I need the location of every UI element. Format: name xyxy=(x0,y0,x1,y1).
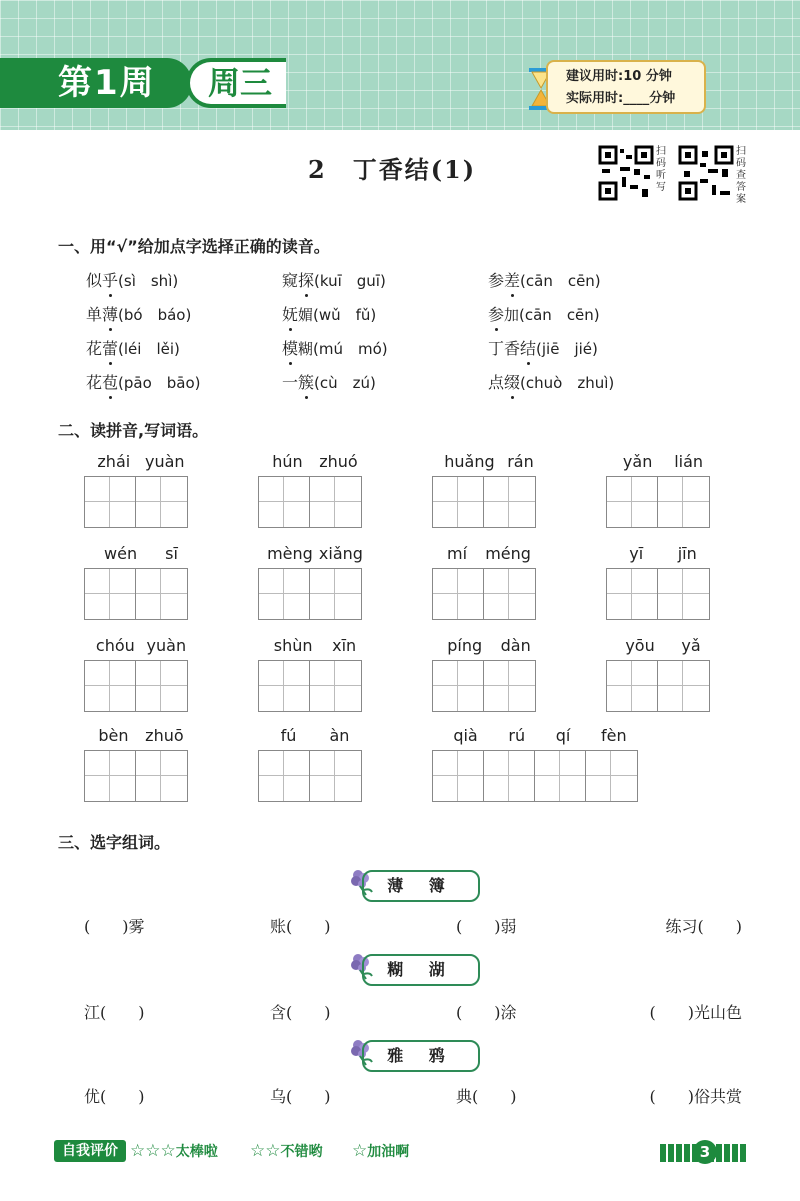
reading-item[interactable] xyxy=(282,336,388,359)
pinyin-syllable: zhuó xyxy=(319,452,358,471)
item-text: 窥 xyxy=(282,271,299,290)
writing-grid[interactable] xyxy=(432,476,536,528)
section3-heading: 三、选字组词。 xyxy=(58,833,171,852)
pinyin-syllable: hún xyxy=(272,452,303,471)
section1-heading: 一、用“√”给加点字选择正确的读音。 xyxy=(58,237,330,256)
char-choice-tag: 雅 鸦 xyxy=(362,1040,480,1072)
fill-blank[interactable]: 账( ) xyxy=(270,917,331,936)
pinyin-syllable: yǎn xyxy=(622,452,653,471)
item-text: 媚(wǔ fǔ) xyxy=(298,306,377,324)
qr-answer-label: 扫码查答案 xyxy=(736,146,746,205)
item-text: 单 xyxy=(86,305,103,324)
pinyin-syllable: rú xyxy=(508,726,526,745)
grid-cell[interactable] xyxy=(484,751,535,801)
pinyin-syllable: bèn xyxy=(98,726,129,745)
pinyin-syllable: fèn xyxy=(601,726,627,745)
rating-keep-going-label: 加油啊 xyxy=(367,1144,410,1160)
grid-cell[interactable] xyxy=(136,569,187,619)
reading-item[interactable] xyxy=(86,336,180,359)
grid-cell[interactable] xyxy=(658,661,709,711)
grid-cell[interactable] xyxy=(586,751,637,801)
grid-cell[interactable] xyxy=(259,477,310,527)
grid-cell[interactable] xyxy=(136,477,187,527)
pinyin-syllable: qià xyxy=(453,726,478,745)
rating-great-label: 太棒啦 xyxy=(175,1144,218,1160)
grid-cell[interactable] xyxy=(310,661,361,711)
grid-cell[interactable] xyxy=(310,477,361,527)
writing-grid[interactable] xyxy=(606,660,710,712)
grid-cell[interactable] xyxy=(85,661,136,711)
pinyin-label xyxy=(438,452,540,471)
char-choice-tag: 薄 簿 xyxy=(362,870,480,902)
qr-listen-label: 扫码听写 xyxy=(656,146,666,193)
grid-cell[interactable] xyxy=(433,569,484,619)
dotted-char: 差 xyxy=(504,271,521,290)
char-choice-tag: 糊 湖 xyxy=(362,954,480,986)
pinyin-label xyxy=(438,726,642,745)
pinyin-syllable: rán xyxy=(507,452,534,471)
pinyin-label xyxy=(612,452,714,471)
grid-cell[interactable] xyxy=(310,569,361,619)
fill-blank[interactable]: ( )涂 xyxy=(456,1003,517,1022)
grid-cell[interactable] xyxy=(259,751,310,801)
reading-item[interactable] xyxy=(86,302,191,325)
dotted-char: 簇 xyxy=(298,373,315,392)
pinyin-syllable: méng xyxy=(485,544,531,563)
pinyin-label xyxy=(264,544,366,563)
grid-cell[interactable] xyxy=(433,477,484,527)
section2-heading: 二、读拼音,写词语。 xyxy=(58,421,209,440)
item-text: 参 xyxy=(488,271,505,290)
dotted-char: 探 xyxy=(298,271,315,290)
grid-cell[interactable] xyxy=(607,477,658,527)
page-title: 2 丁香结(1) xyxy=(308,155,477,184)
item-text: 花 xyxy=(86,373,103,392)
dotted-char: 参 xyxy=(488,305,505,324)
grid-cell[interactable] xyxy=(607,569,658,619)
pinyin-syllable: fú xyxy=(280,726,297,745)
dotted-char: 缀 xyxy=(504,373,521,392)
item-text: 丁香 xyxy=(488,339,521,358)
grid-cell[interactable] xyxy=(658,569,709,619)
fill-blank[interactable]: ( )光山色 xyxy=(649,1003,742,1022)
grid-cell[interactable] xyxy=(259,661,310,711)
reading-item[interactable] xyxy=(282,302,376,325)
pinyin-label xyxy=(264,452,366,471)
pinyin-label xyxy=(90,726,192,745)
writing-grid[interactable] xyxy=(606,476,710,528)
pinyin-syllable: sī xyxy=(165,544,178,563)
item-text: (bó báo) xyxy=(118,306,192,324)
grid-cell[interactable] xyxy=(658,477,709,527)
day-label: 周三 xyxy=(186,58,286,108)
pinyin-syllable: huǎng xyxy=(444,452,495,471)
rating-good[interactable] xyxy=(250,1140,322,1163)
item-text: (cù zú) xyxy=(314,374,376,392)
fill-blank[interactable]: ( )俗共赏 xyxy=(649,1087,742,1106)
dotted-char: 薄 xyxy=(102,305,119,324)
fill-blank[interactable]: ( )雾 xyxy=(84,917,145,936)
dotted-char: 苞 xyxy=(102,373,119,392)
pinyin-syllable: yuàn xyxy=(145,452,185,471)
item-text: 似 xyxy=(86,271,103,290)
pinyin-syllable: yōu xyxy=(625,636,655,655)
pinyin-syllable: píng xyxy=(447,636,483,655)
page-number: 3 xyxy=(693,1140,717,1164)
item-text: 点 xyxy=(488,373,505,392)
item-text: 一 xyxy=(282,373,299,392)
qr-code-icon[interactable] xyxy=(678,145,734,201)
fill-blank[interactable]: 含( ) xyxy=(270,1003,331,1022)
writing-grid[interactable] xyxy=(606,568,710,620)
grid-cell[interactable] xyxy=(607,661,658,711)
pinyin-syllable: yī xyxy=(629,544,644,563)
fill-blank[interactable]: 练习( ) xyxy=(665,917,742,936)
dotted-char: 蕾 xyxy=(102,339,119,358)
reading-item[interactable] xyxy=(488,302,600,325)
week-label: 第1周 xyxy=(0,58,192,108)
reading-item[interactable] xyxy=(488,336,598,359)
reading-item[interactable] xyxy=(488,370,614,393)
rating-keep-going[interactable] xyxy=(352,1140,409,1163)
pinyin-syllable: shùn xyxy=(273,636,313,655)
star-icon: ☆☆☆ xyxy=(130,1141,176,1161)
pinyin-label xyxy=(90,544,192,563)
pinyin-label xyxy=(438,636,540,655)
dotted-char: 妩 xyxy=(282,305,299,324)
grid-cell[interactable] xyxy=(85,477,136,527)
writing-grid[interactable] xyxy=(258,568,362,620)
pinyin-syllable: chóu xyxy=(95,636,135,655)
rating-good-label: 不错哟 xyxy=(280,1144,323,1160)
grid-cell[interactable] xyxy=(310,751,361,801)
reading-item[interactable] xyxy=(86,268,178,291)
pinyin-label xyxy=(90,636,192,655)
grid-cell[interactable] xyxy=(484,477,535,527)
grid-cell[interactable] xyxy=(85,569,136,619)
writing-grid[interactable] xyxy=(258,476,362,528)
fill-blank[interactable]: 江( ) xyxy=(84,1003,145,1022)
writing-grid[interactable] xyxy=(258,750,362,802)
reading-item[interactable] xyxy=(86,370,201,393)
pinyin-syllable: wén xyxy=(104,544,138,563)
grid-cell[interactable] xyxy=(259,569,310,619)
item-text: (kuī guī) xyxy=(314,272,386,290)
pinyin-syllable: zhái xyxy=(97,452,131,471)
pinyin-syllable: dàn xyxy=(500,636,531,655)
pinyin-syllable: jīn xyxy=(677,544,697,563)
actual-time: 实际用时:____分钟 xyxy=(566,91,676,106)
fill-blank[interactable]: 乌( ) xyxy=(270,1087,331,1106)
item-text: (cān cēn) xyxy=(520,272,601,290)
item-text: (pāo bāo) xyxy=(118,374,201,392)
pinyin-label xyxy=(438,544,540,563)
pinyin-syllable: yǎ xyxy=(681,636,701,655)
grid-cell[interactable] xyxy=(484,569,535,619)
pinyin-syllable: mèng xyxy=(267,544,313,563)
pinyin-syllable: lián xyxy=(674,452,704,471)
dotted-char: 乎 xyxy=(102,271,119,290)
rating-great[interactable] xyxy=(130,1140,218,1163)
self-eval-label: 自我评价 xyxy=(54,1140,126,1162)
grid-cell[interactable] xyxy=(433,751,484,801)
reading-item[interactable] xyxy=(282,268,386,291)
pinyin-label xyxy=(264,726,366,745)
writing-grid[interactable] xyxy=(84,750,188,802)
writing-grid[interactable] xyxy=(84,476,188,528)
star-icon: ☆☆ xyxy=(250,1141,281,1161)
pinyin-syllable: qí xyxy=(555,726,571,745)
item-text: 加(cān cēn) xyxy=(504,306,600,324)
dotted-char: 结 xyxy=(520,339,537,358)
grid-cell[interactable] xyxy=(433,661,484,711)
grid-cell[interactable] xyxy=(484,661,535,711)
fill-blank[interactable]: 典( ) xyxy=(456,1087,517,1106)
dotted-char: 模 xyxy=(282,339,299,358)
pinyin-label xyxy=(264,636,366,655)
writing-grid[interactable] xyxy=(84,660,188,712)
grid-cell[interactable] xyxy=(136,751,187,801)
pinyin-syllable: xiǎng xyxy=(318,544,363,563)
grid-cell[interactable] xyxy=(136,661,187,711)
fill-blank[interactable]: ( )弱 xyxy=(456,917,517,936)
item-text: (sì shì) xyxy=(118,272,179,290)
writing-grid[interactable] xyxy=(258,660,362,712)
item-text: (léi lěi) xyxy=(118,340,180,358)
pinyin-label xyxy=(612,636,714,655)
pinyin-syllable: xīn xyxy=(332,636,357,655)
writing-grid[interactable] xyxy=(432,660,536,712)
grid-cell[interactable] xyxy=(535,751,586,801)
pinyin-syllable: mí xyxy=(447,544,468,563)
reading-item[interactable] xyxy=(488,268,601,291)
item-text: 糊(mú mó) xyxy=(298,340,388,358)
pinyin-syllable: zhuō xyxy=(145,726,184,745)
reading-item[interactable] xyxy=(282,370,376,393)
time-box xyxy=(546,60,706,114)
writing-grid[interactable] xyxy=(432,568,536,620)
item-text: 花 xyxy=(86,339,103,358)
pinyin-syllable: yuàn xyxy=(146,636,187,655)
grid-cell[interactable] xyxy=(85,751,136,801)
suggest-time: 建议用时:10 分钟 xyxy=(566,69,672,84)
pinyin-label xyxy=(90,452,192,471)
qr-code-icon[interactable] xyxy=(598,145,654,201)
writing-grid[interactable] xyxy=(432,750,638,802)
item-text: (chuò zhuì) xyxy=(520,374,615,392)
pinyin-label xyxy=(612,544,714,563)
star-icon: ☆ xyxy=(352,1141,368,1161)
fill-blank[interactable]: 优( ) xyxy=(84,1087,145,1106)
writing-grid[interactable] xyxy=(84,568,188,620)
item-text: (jiē jié) xyxy=(536,340,598,358)
pinyin-syllable: àn xyxy=(329,726,350,745)
